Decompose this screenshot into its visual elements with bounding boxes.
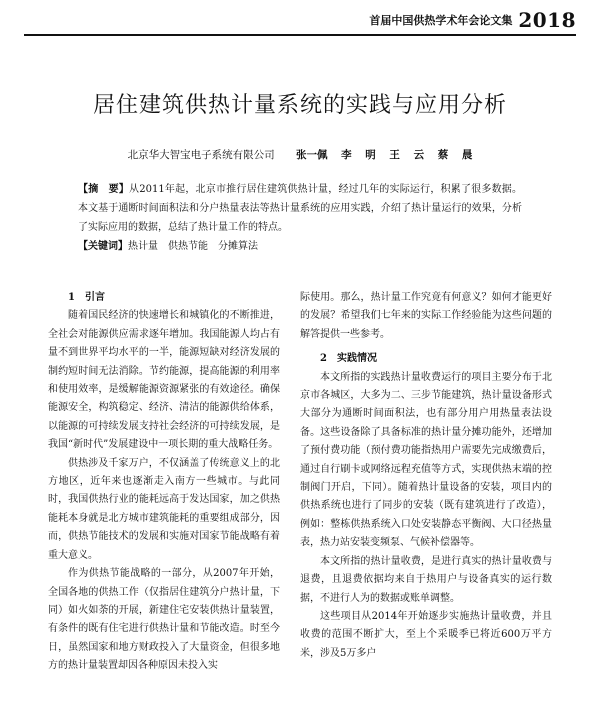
conference-name: 首届中国供热学术年会论文集 <box>369 14 513 27</box>
abstract-label: 【摘 要】 <box>78 184 130 195</box>
abstract-block <box>78 180 522 256</box>
abstract-text: 从2011年起，北京市推行居住建筑供热计量，经过几年的实际运行，积累了很多数据。本文基于通断时间面积法和分户热量表法等热计量系统的应用实践，介绍了热计量运行的效果，分析了实际应用的数据，总结了热计量工作的特点。 <box>78 184 523 233</box>
section-heading-1: 1 引言 <box>68 292 105 303</box>
author-line <box>0 147 600 162</box>
keywords-line <box>78 237 522 256</box>
right-column <box>300 289 552 663</box>
paragraph: 供热涉及千家万户，不仅涵盖了传统意义上的北方地区，近年来也逐渐走入南方一些城市。与此同时，我国供热行业的能耗远高于发达国家，加之供热能耗本身就是北方城市建筑能耗的重要组成部分，因而，供热节能技术的发展和实施对国家节能战略有着重大意义。 <box>48 457 280 561</box>
affiliation: 北京华大智宝电子系统有限公司 <box>127 149 275 161</box>
left-column <box>48 289 280 676</box>
running-header <box>24 8 576 32</box>
conference-year: 2018 <box>518 8 576 32</box>
keywords-text: 热计量 供热节能 分摊算法 <box>128 241 258 252</box>
keywords-label: 【关键词】 <box>78 241 128 252</box>
paragraph: 随着国民经济的快速增长和城镇化的不断推进，全社会对能源供应需求逐年增加。我国能源人均占有量不到世界平均水平的一半，能源短缺对经济发展的制约短时间无法消除。节约能源，提高能源的利用率和使用效率，是缓解能源资源紧张的有效途径。确保能源安全，构筑稳定、经济、清洁的能源供给体系，以能源的可持续发展支持社会经济的可持续发展，是我国“新时代”发展建设中一项长期的重大战略任务。 <box>48 310 280 451</box>
paper-title: 居住建筑供热计量系统的实践与应用分析 <box>92 93 507 118</box>
paragraph: 这些项目从2014年开始逐步实施热计量收费，并且收费的范围不断扩大，至上个采暖季已将近600万平方米，涉及5万多户 <box>300 610 552 659</box>
paragraph: 作为供热节能战略的一部分，从2007年开始，全国各地的供热工作（仅指居住建筑分户热计量，下同）如火如荼的开展，新建住宅安装供热计量装置，有条件的既有住宅进行供热计量和节能改造。时至今日，虽然国家和地方财政投入了大量资金，但很多地方的热计量装置却因各种原因未投入实 <box>48 568 280 672</box>
paragraph-continuation: 际使用。那么，热计量工作究竟有何意义？如何才能更好的发展？希望我们七年来的实际工作经验能为这些问题的解答提供一些参考。 <box>300 292 552 340</box>
paragraph: 本文所指的实践热计量收费运行的项目主要分布于北京市各城区，大多为二、三步节能建筑，热计量设备形式大部分为通断时间面积法，也有部分用户用热量表法设备。这些设备除了具备标准的热计量分摊功能外，还增加了预付费功能（预付费功能指热用户需要先完成缴费后，通过自行刷卡或网络远程充值等方式，实现供热末端的控制阀门开启，下同）。随着热计量设备的安装，项目内的供热系统也进行了同步的安装（既有建筑进行了改造），例如：整栋供热系统入口处安装静态平衡阀、大口径热量表，热力站安装变频泵、气候补偿器等。 <box>300 371 552 549</box>
paragraph: 本文所指的热计量收费，是进行真实的热计量收费与退费，且退费依据均来自于热用户与设备真实的运行数据，不进行人为的数据或账单调整。 <box>300 555 552 604</box>
author-names: 张一佩 李 明 王 云 蔡 晨 <box>295 149 473 161</box>
header-rule <box>24 34 576 36</box>
section-heading-2: 2 实践情况 <box>320 353 377 365</box>
